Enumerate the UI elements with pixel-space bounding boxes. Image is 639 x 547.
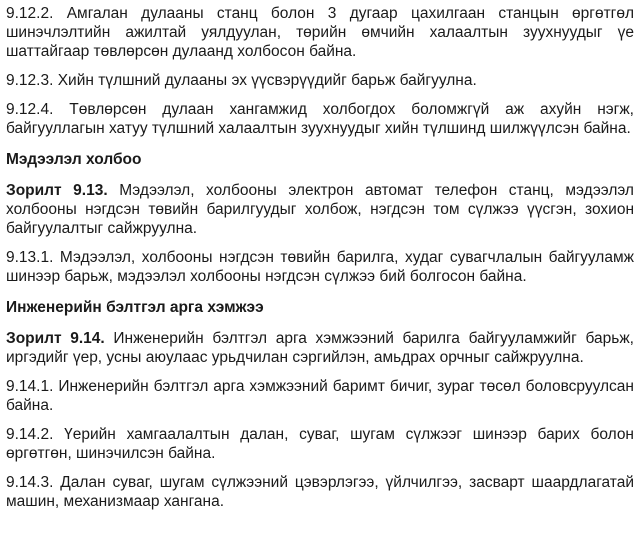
paragraph-9-13-1: 9.13.1. Мэдээлэл, холбооны нэгдсэн төвийн барилга, худаг сувагчлалын байгууламж шинээр барьж, мэдээлэл холбооны нэгдсэн сүлжээ бий болгосон байна. bbox=[6, 249, 634, 285]
paragraph-9-12-2: 9.12.2. Амгалан дулааны станц болон 3 дугаар цахилгаан станцын өргөтгөл шинэчлэлтийн ажилтай уялдуулан, төрийн өмчийн халаалтын зуухнуудыг үе шаттайгаар төвлөрсөн дулаанд холбосон байна. bbox=[6, 5, 634, 60]
goal-9-13 bbox=[6, 181, 634, 238]
section-heading-engineering: Инженерийн бэлтгэл арга хэмжээ bbox=[6, 299, 264, 316]
goal-9-14-label: Зорилт 9.14. bbox=[6, 330, 105, 347]
goal-9-14 bbox=[6, 329, 634, 367]
paragraph-9-14-1: 9.14.1. Инженерийн бэлтгэл арга хэмжээний баримт бичиг, зураг төсөл боловсруулсан байна. bbox=[6, 378, 634, 414]
document-page bbox=[6, 4, 634, 511]
paragraph-9-14-3: 9.14.3. Далан суваг, шугам сүлжээний цэвэрлэгээ, үйлчилгээ, засварт шаардлагатай машин, механизмаар хангана. bbox=[6, 474, 634, 510]
goal-9-13-text: Мэдээлэл, холбооны электрон автомат телефон станц, мэдээлэл холбооны нэгдсэн төвийн барилгуудыг холбож, нэгдсэн том сүлжээ үүсгэн, зохион байгуулалтыг сайжруулна. bbox=[6, 182, 634, 237]
section-heading-communication: Мэдээлэл холбоо bbox=[6, 151, 142, 168]
paragraph-9-12-4: 9.12.4. Төвлөрсөн дулаан хангамжид холбогдох боломжгүй аж ахуйн нэгж, байгууллагын хатуу түлшний халаалтын зуухнуудыг хийн түлшинд шилжүүлсэн байна. bbox=[6, 101, 634, 137]
paragraph-9-12-3: 9.12.3. Хийн түлшний дулааны эх үүсвэрүүдийг барьж байгуулна. bbox=[6, 72, 477, 89]
goal-9-14-text: Инженерийн бэлтгэл арга хэмжээний барилга байгууламжийг барьж, иргэдийг үер, усны аюулаас урьдчилан сэргийлэн, амьдрах орчныг сайжруулна. bbox=[6, 330, 634, 366]
goal-9-13-label: Зорилт 9.13. bbox=[6, 182, 108, 199]
paragraph-9-14-2: 9.14.2. Үерийн хамгаалалтын далан, суваг, шугам сүлжээг шинээр барих болон өргөтгөн, шинэчилсэн байна. bbox=[6, 426, 634, 462]
